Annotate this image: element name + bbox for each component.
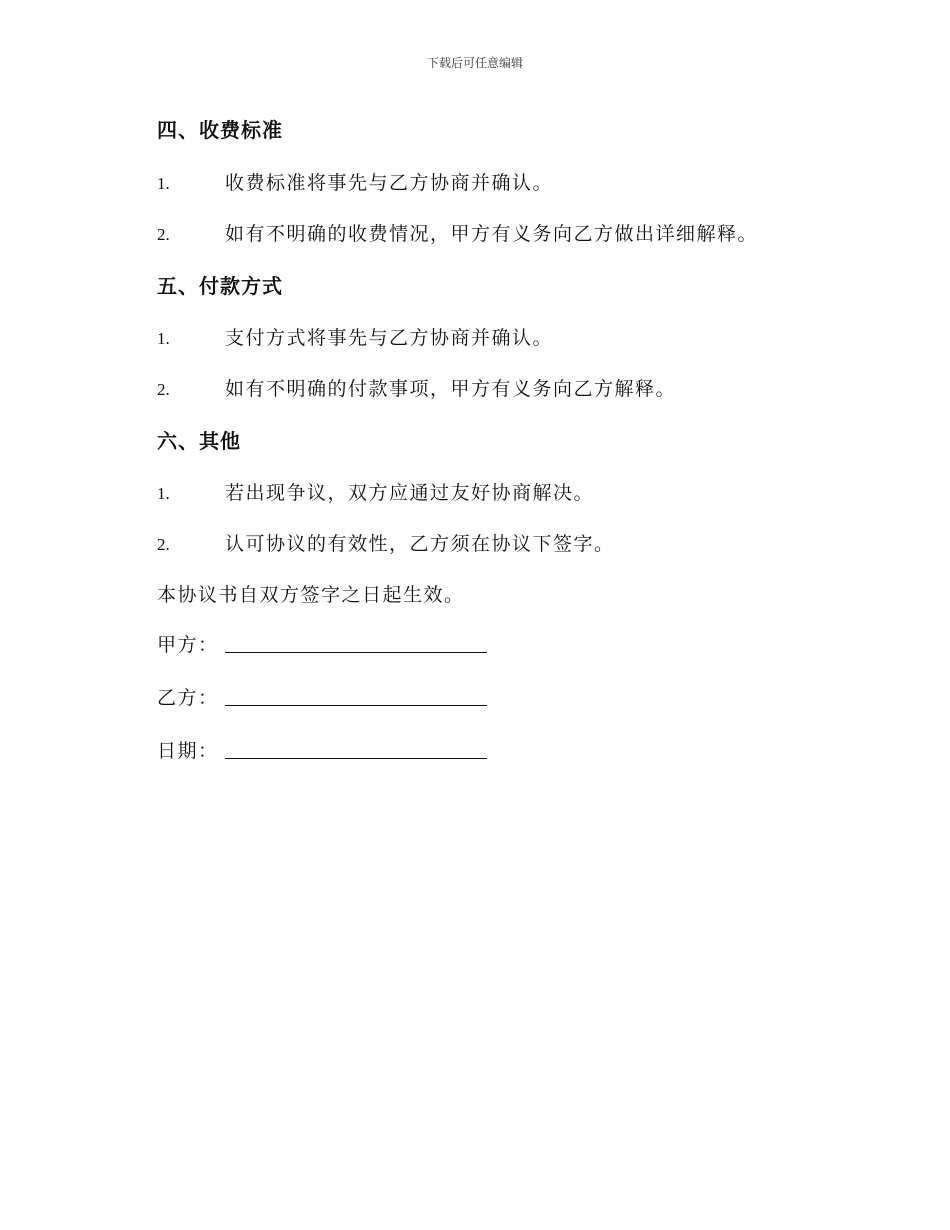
header-note: 下载后可任意编辑	[426, 56, 523, 70]
effective-clause: 本协议书自双方签字之日起生效。	[157, 584, 465, 606]
list-item	[157, 374, 857, 401]
party-b-label: 乙方：	[157, 687, 219, 709]
item-number: 2.	[157, 380, 170, 399]
item-text: 如有不明确的付款事项，甲方有义务向乙方解释。	[225, 378, 677, 400]
list-item	[157, 478, 857, 505]
party-a-signature-row	[157, 630, 487, 657]
item-text: 收费标准将事先与乙方协商并确认。	[225, 172, 554, 194]
list-item	[157, 219, 857, 246]
party-a-label: 甲方：	[157, 634, 219, 656]
item-number: 1.	[157, 174, 170, 193]
section-heading-other: 六、其他	[157, 429, 241, 453]
item-text: 支付方式将事先与乙方协商并确认。	[225, 327, 554, 349]
item-number: 2.	[157, 225, 170, 244]
date-label: 日期：	[157, 740, 219, 762]
party-b-signature-line	[225, 705, 487, 706]
list-item	[157, 529, 857, 556]
list-item	[157, 323, 857, 350]
item-text: 认可协议的有效性，乙方须在协议下签字。	[225, 533, 615, 555]
date-signature-line	[225, 758, 487, 759]
date-signature-row	[157, 736, 487, 763]
party-b-signature-row	[157, 683, 487, 710]
section-heading-payment: 五、付款方式	[157, 274, 283, 298]
party-a-signature-line	[225, 652, 487, 653]
item-number: 2.	[157, 535, 170, 554]
section-heading-fees: 四、收费标准	[157, 118, 283, 142]
item-number: 1.	[157, 329, 170, 348]
list-item	[157, 168, 857, 195]
item-text: 如有不明确的收费情况，甲方有义务向乙方做出详细解释。	[225, 223, 759, 245]
item-number: 1.	[157, 484, 170, 503]
item-text: 若出现争议，双方应通过友好协商解决。	[225, 482, 595, 504]
